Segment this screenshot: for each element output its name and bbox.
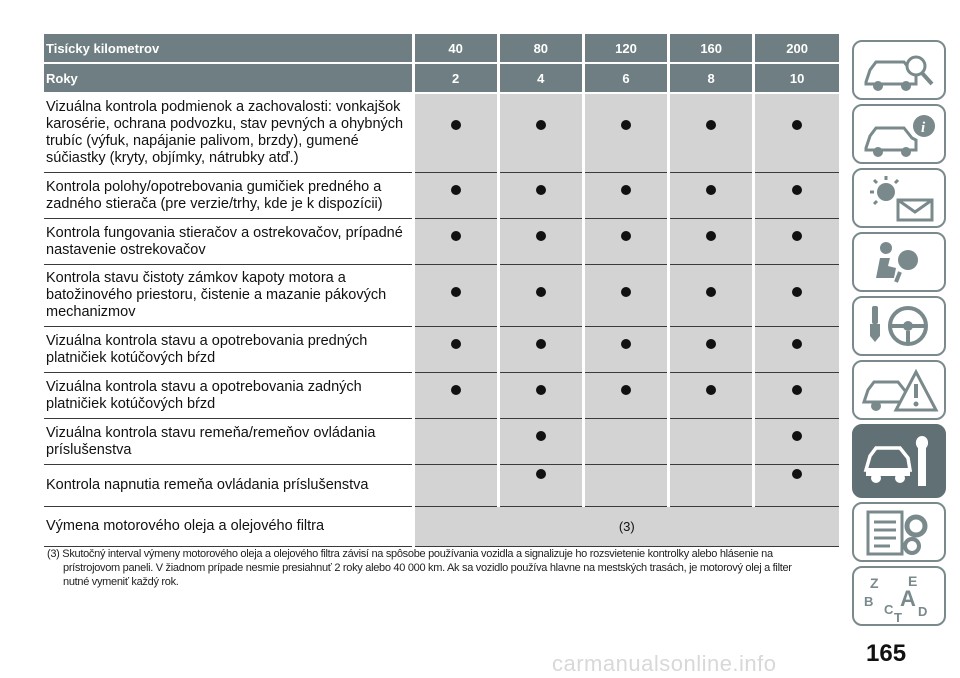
- interval-cell: [669, 173, 754, 219]
- watermark: carmanualsonline.info: [552, 651, 777, 676]
- interval-cell: [754, 173, 839, 219]
- footnote: [47, 547, 837, 589]
- footnote-reference: (3): [413, 507, 839, 547]
- km-header-value: 160: [669, 34, 754, 63]
- interval-cell: [583, 173, 668, 219]
- row-description: Kontrola fungovania stieračov a ostrekovačov, prípadné nastavenie ostrekovačov: [44, 219, 413, 265]
- interval-cell: [669, 93, 754, 173]
- interval-cell: [583, 93, 668, 173]
- check-dot: [536, 431, 546, 441]
- check-dot: [536, 185, 546, 195]
- check-dot: [451, 339, 461, 349]
- interval-cell: [498, 373, 583, 419]
- years-header-label: Roky: [44, 63, 413, 93]
- km-header-value: 80: [498, 34, 583, 63]
- warning-light-message-icon: [860, 174, 940, 224]
- alphabet-index-icon: [860, 572, 940, 622]
- check-dot: [706, 185, 716, 195]
- table-row: [44, 373, 839, 419]
- interval-cell: [413, 373, 498, 419]
- check-dot: [792, 385, 802, 395]
- interval-cell: [669, 219, 754, 265]
- table-row: [44, 219, 839, 265]
- interval-cell: [754, 219, 839, 265]
- check-dot: [706, 120, 716, 130]
- check-dot: [706, 287, 716, 297]
- footnote-line: nutné vymeniť každý rok.: [63, 576, 179, 588]
- interval-cell: [413, 265, 498, 327]
- years-header-value: 4: [498, 63, 583, 93]
- svg-text:Z: Z: [870, 575, 879, 591]
- years-header-value: 10: [754, 63, 839, 93]
- check-dot: [621, 339, 631, 349]
- svg-text:T: T: [894, 610, 902, 622]
- interval-cell: [583, 327, 668, 373]
- check-dot: [621, 385, 631, 395]
- interval-cell: [413, 173, 498, 219]
- table-row: [44, 419, 839, 465]
- svg-text:C: C: [884, 602, 894, 617]
- interval-cell: [669, 265, 754, 327]
- interval-cell: [669, 419, 754, 465]
- check-dot: [792, 339, 802, 349]
- interval-cell: [583, 465, 668, 507]
- years-header-value: 2: [413, 63, 498, 93]
- check-dot: [536, 385, 546, 395]
- interval-cell: [669, 465, 754, 507]
- interval-cell: [413, 93, 498, 173]
- car-info-icon: [860, 110, 940, 160]
- footnote-line: (3) Skutočný interval výmeny motorového oleja a olejového filtra závisí na spôsobe používania vozidla a signalizuje ho rozsvietenie kontrolky alebo hlásenie na: [47, 548, 773, 560]
- check-dot: [451, 385, 461, 395]
- years-header-row: [44, 63, 839, 93]
- car-magnifier-icon: [860, 46, 940, 96]
- check-dot: [451, 231, 461, 241]
- table-row: [44, 327, 839, 373]
- km-header-label: Tisícky kilometrov: [44, 34, 413, 63]
- check-dot: [792, 120, 802, 130]
- interval-cell: [498, 419, 583, 465]
- tab-car-accident[interactable]: [852, 360, 946, 420]
- check-dot: [536, 287, 546, 297]
- interval-cell: [583, 219, 668, 265]
- tab-warning-light[interactable]: [852, 168, 946, 228]
- interval-cell: [413, 219, 498, 265]
- tab-car-tools[interactable]: [852, 424, 946, 498]
- spec-list-gear-icon: [860, 508, 940, 558]
- check-dot: [792, 287, 802, 297]
- interval-cell: [498, 93, 583, 173]
- svg-text:B: B: [864, 594, 874, 609]
- check-dot: [792, 231, 802, 241]
- interval-cell: [498, 327, 583, 373]
- check-dot: [792, 185, 802, 195]
- interval-cell: [583, 373, 668, 419]
- steering-key-icon: [860, 302, 940, 352]
- car-accident-warning-icon: [860, 366, 940, 416]
- page-number: 165: [866, 640, 907, 667]
- interval-cell: [583, 419, 668, 465]
- footnote-line: prístrojovom paneli. V žiadnom prípade nesmie presiahnuť 2 roky alebo 40 000 km. Ak sa vozidlo používa hlavne na mestských trasách, je motorový olej a filter: [63, 562, 792, 574]
- check-dot: [706, 231, 716, 241]
- tab-airbag-seat[interactable]: [852, 232, 946, 292]
- maintenance-schedule-table: [44, 34, 839, 547]
- km-header-row: [44, 34, 839, 63]
- check-dot: [451, 287, 461, 297]
- years-header-value: 8: [669, 63, 754, 93]
- check-dot: [621, 287, 631, 297]
- interval-cell: [754, 465, 839, 507]
- tab-steering-key[interactable]: [852, 296, 946, 356]
- interval-cell: [754, 419, 839, 465]
- interval-cell: [498, 465, 583, 507]
- check-dot: [451, 120, 461, 130]
- airbag-seat-icon: [860, 238, 940, 288]
- svg-text:D: D: [918, 604, 928, 619]
- interval-cell: [754, 373, 839, 419]
- interval-cell: [669, 373, 754, 419]
- interval-cell: [754, 93, 839, 173]
- table-row: [44, 465, 839, 507]
- interval-cell: [413, 419, 498, 465]
- table-row: [44, 507, 839, 547]
- check-dot: [621, 185, 631, 195]
- check-dot: [451, 185, 461, 195]
- row-description: Vizuálna kontrola stavu a opotrebovania zadných platničiek kotúčových bŕzd: [44, 373, 413, 419]
- years-header-value: 6: [583, 63, 668, 93]
- row-description: Kontrola stavu čistoty zámkov kapoty motora a batožinového priestoru, čistenie a mazanie pákových mechanizmov: [44, 265, 413, 327]
- check-dot: [792, 469, 802, 479]
- tab-car-magnifier[interactable]: [852, 40, 946, 100]
- check-dot: [706, 339, 716, 349]
- interval-cell: [498, 173, 583, 219]
- table-row: [44, 93, 839, 173]
- interval-cell: [583, 265, 668, 327]
- row-description: Kontrola napnutia remeňa ovládania príslušenstva: [44, 465, 413, 507]
- interval-cell: [669, 327, 754, 373]
- table-row: [44, 173, 839, 219]
- tab-spec-list[interactable]: [852, 502, 946, 562]
- svg-text:i: i: [921, 120, 926, 136]
- check-dot: [706, 385, 716, 395]
- row-description: Vizuálna kontrola stavu a opotrebovania predných platničiek kotúčových bŕzd: [44, 327, 413, 373]
- interval-cell: [413, 327, 498, 373]
- tab-car-info[interactable]: [852, 104, 946, 164]
- km-header-value: 200: [754, 34, 839, 63]
- table-row: [44, 265, 839, 327]
- car-tools-icon: [860, 430, 940, 492]
- km-header-value: 120: [583, 34, 668, 63]
- check-dot: [536, 231, 546, 241]
- check-dot: [621, 231, 631, 241]
- check-dot: [536, 469, 546, 479]
- row-description: Výmena motorového oleja a olejového filtra: [44, 507, 413, 547]
- row-description: Vizuálna kontrola podmienok a zachovalosti: vonkajšok karosérie, ochrana podvozku, stav pevných a ohybných trubíc (výfuk, napájanie palivom, brzdy), gumené súčiastky (kryty, objímky, nátrubky atď.): [44, 93, 413, 173]
- svg-text:A: A: [900, 586, 916, 611]
- check-dot: [536, 120, 546, 130]
- interval-cell: [754, 327, 839, 373]
- row-description: Vizuálna kontrola stavu remeňa/remeňov ovládania príslušenstva: [44, 419, 413, 465]
- check-dot: [621, 120, 631, 130]
- svg-text:E: E: [908, 573, 918, 589]
- row-description: Kontrola polohy/opotrebovania gumičiek predného a zadného stierača (pre verzie/trhy, kde je k dispozícii): [44, 173, 413, 219]
- check-dot: [536, 339, 546, 349]
- interval-cell: [498, 219, 583, 265]
- interval-cell: [413, 465, 498, 507]
- tab-alphabet-index[interactable]: [852, 566, 946, 626]
- check-dot: [792, 431, 802, 441]
- interval-cell: [754, 265, 839, 327]
- interval-cell: [498, 265, 583, 327]
- km-header-value: 40: [413, 34, 498, 63]
